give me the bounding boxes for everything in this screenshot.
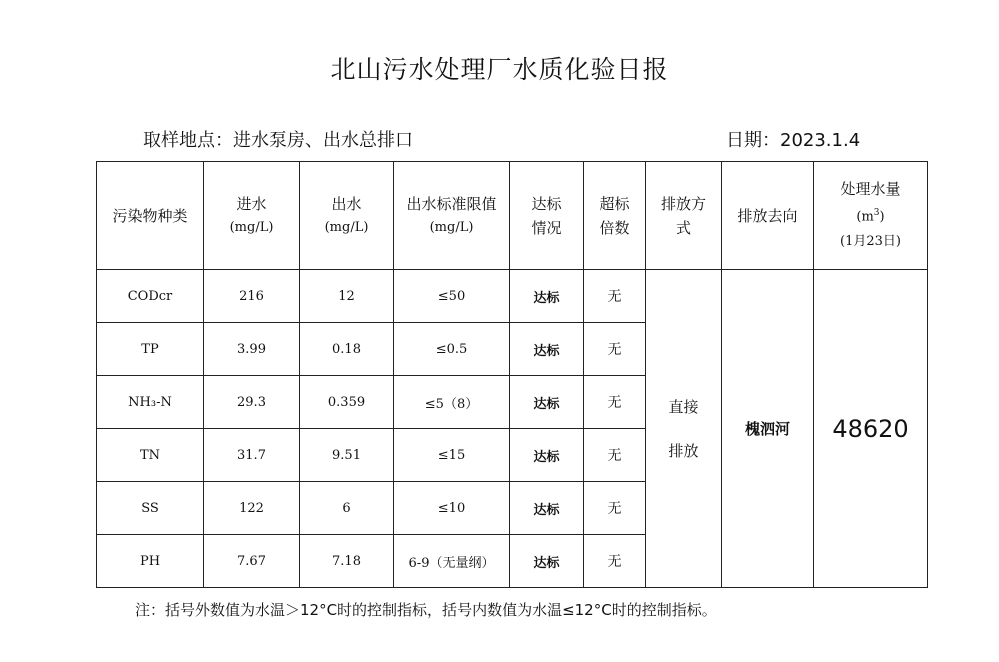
header-pollutant: 污染物种类: [97, 162, 204, 270]
header-volume: 处理水量 $(m^3)$ (1月23日): [814, 162, 928, 270]
treated-volume: 48620: [814, 270, 928, 588]
exceed-value: 无: [584, 535, 646, 588]
discharge-method: 直接 排放: [646, 270, 722, 588]
outflow-value: 7.18: [300, 535, 394, 588]
limit-value: 6-9（无量纲）: [394, 535, 510, 588]
inflow-value: 29.3: [204, 376, 300, 429]
exceed-value: 无: [584, 270, 646, 323]
inflow-value: 216: [204, 270, 300, 323]
exceed-value: 无: [584, 376, 646, 429]
pollutant-name: PH: [97, 535, 204, 588]
table-row: [97, 270, 928, 323]
outflow-value: 6: [300, 482, 394, 535]
exceed-value: 无: [584, 429, 646, 482]
header-method: 排放方 式: [646, 162, 722, 270]
inflow-value: 122: [204, 482, 300, 535]
sampling-location: 取样地点：进水泵房、出水总排口: [143, 130, 413, 151]
outflow-value: 9.51: [300, 429, 394, 482]
report-title: 北山污水处理厂水质化验日报: [330, 55, 669, 84]
status-value: 达标: [510, 429, 584, 482]
pollutant-name: TN: [97, 429, 204, 482]
status-value: 达标: [510, 323, 584, 376]
outflow-value: 0.359: [300, 376, 394, 429]
header-exceed: 超标 倍数: [584, 162, 646, 270]
footnote: 注：括号外数值为水温＞12°C时的控制指标，括号内数值为水温≤12°C时的控制指标。: [135, 601, 717, 619]
inflow-value: 7.67: [204, 535, 300, 588]
pollutant-name: CODcr: [97, 270, 204, 323]
limit-value: ≤10: [394, 482, 510, 535]
discharge-destination: 槐泗河: [722, 270, 814, 588]
status-value: 达标: [510, 376, 584, 429]
outflow-value: 12: [300, 270, 394, 323]
water-quality-table: [96, 161, 928, 588]
inflow-value: 3.99: [204, 323, 300, 376]
inflow-value: 31.7: [204, 429, 300, 482]
pollutant-name: NH₃-N: [97, 376, 204, 429]
outflow-value: 0.18: [300, 323, 394, 376]
report-date: 日期：2023.1.4: [726, 130, 861, 151]
pollutant-name: TP: [97, 323, 204, 376]
status-value: 达标: [510, 270, 584, 323]
table-header-row: [97, 162, 928, 270]
header-status: 达标 情况: [510, 162, 584, 270]
status-value: 达标: [510, 535, 584, 588]
status-value: 达标: [510, 482, 584, 535]
header-outflow: 出水 (mg/L): [300, 162, 394, 270]
limit-value: ≤15: [394, 429, 510, 482]
exceed-value: 无: [584, 482, 646, 535]
limit-value: ≤5（8）: [394, 376, 510, 429]
header-destination: 排放去向: [722, 162, 814, 270]
pollutant-name: SS: [97, 482, 204, 535]
limit-value: ≤50: [394, 270, 510, 323]
exceed-value: 无: [584, 323, 646, 376]
header-inflow: 进水 (mg/L): [204, 162, 300, 270]
header-limit: 出水标准限值 (mg/L): [394, 162, 510, 270]
limit-value: ≤0.5: [394, 323, 510, 376]
